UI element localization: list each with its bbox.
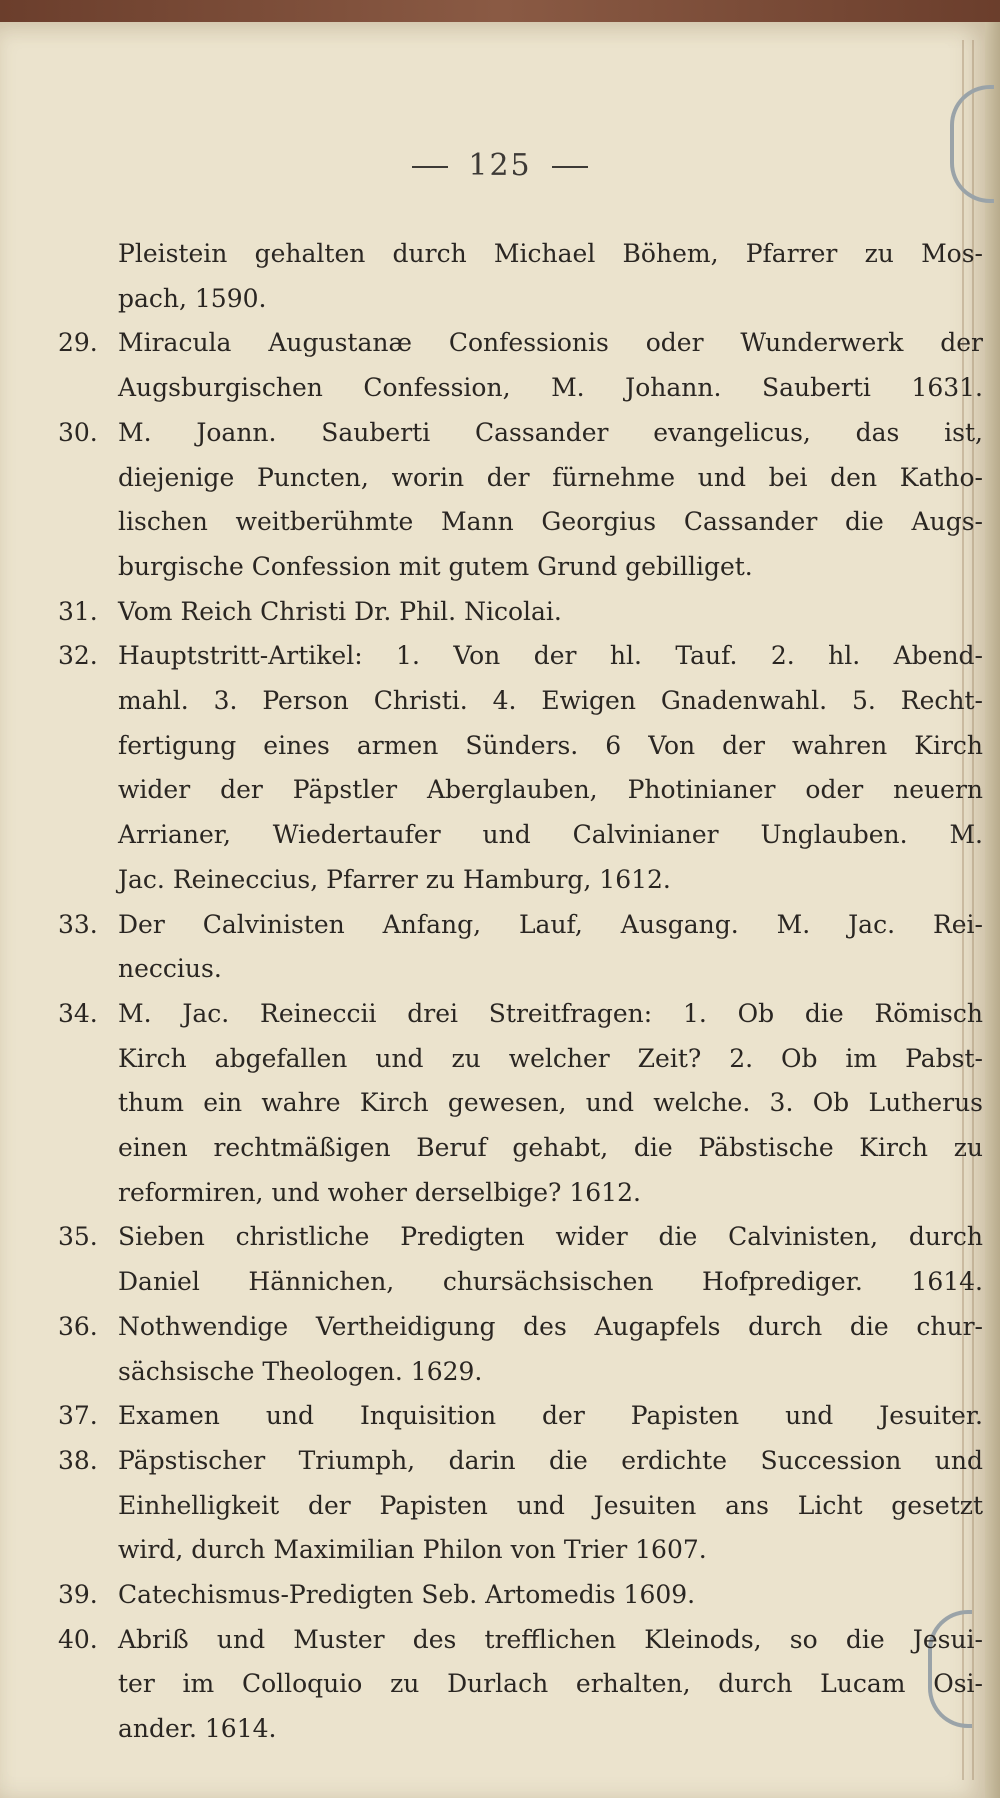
text-line <box>58 1126 983 1170</box>
text-line <box>58 232 983 276</box>
text-line <box>58 1215 983 1259</box>
line-text: ander. 1614. <box>118 1714 277 1744</box>
text-line <box>58 366 983 410</box>
text-line <box>58 411 983 455</box>
text-line <box>58 1260 983 1304</box>
entry-number: 31. <box>58 596 98 626</box>
entry-number: 37. <box>58 1401 98 1431</box>
text-line <box>58 1618 983 1662</box>
line-text: Hauptstritt-Artikel: 1. Von der hl. Tauf. 2. hl. Abend- <box>118 641 983 671</box>
text-line <box>58 1528 983 1572</box>
line-text: Der Calvinisten Anfang, Lauf, Ausgang. M. Jac. Rei- <box>118 909 983 939</box>
line-text: wider der Päpstler Aberglauben, Photinianer oder neuern <box>118 775 983 805</box>
text-line <box>58 1484 983 1528</box>
line-text: Pleistein gehalten durch Michael Böhem, Pfarrer zu Mos- <box>118 239 983 268</box>
line-text: reformiren, und woher derselbige? 1612. <box>118 1177 641 1207</box>
line-text: Einhelligkeit der Papisten und Jesuiten ans Licht gesetzt <box>118 1490 983 1520</box>
text-line <box>58 947 983 991</box>
line-text: pach, 1590. <box>118 283 267 313</box>
line-text: Augsburgischen Confession, M. Johann. Sauberti 1631. <box>118 373 983 403</box>
line-text: lischen weitberühmte Mann Georgius Cassander die Augs- <box>118 507 983 537</box>
line-text: Nothwendige Vertheidigung des Augapfels durch die chur- <box>118 1311 983 1341</box>
line-text: Vom Reich Christi Dr. Phil. Nicolai. <box>118 596 562 626</box>
text-line <box>58 1394 983 1438</box>
entry-number: 29. <box>58 328 98 358</box>
line-text: fertigung eines armen Sünders. 6 Von der wahren Kirch <box>118 730 983 760</box>
line-text: wird, durch Maximilian Philon von Trier 1607. <box>118 1535 707 1565</box>
line-text: diejenige Puncten, worin der fürnehme und bei den Katho- <box>118 462 983 492</box>
text-line <box>58 992 983 1036</box>
text-line <box>58 1573 983 1617</box>
text-line <box>58 724 983 768</box>
line-text: Kirch abgefallen und zu welcher Zeit? 2. Ob im Pabst- <box>118 1043 983 1073</box>
line-text: M. Joann. Sauberti Cassander evangelicus, das ist, <box>118 417 983 447</box>
text-line <box>58 858 983 902</box>
line-text: thum ein wahre Kirch gewesen, und welche. 3. Ob Lutherus <box>118 1088 983 1118</box>
line-text: M. Jac. Reineccii drei Streitfragen: 1. Ob die Römisch <box>118 998 983 1028</box>
text-line <box>58 634 983 678</box>
text-line <box>58 1350 983 1394</box>
line-text: neccius. <box>118 954 222 984</box>
line-text: Abriß und Muster des trefflichen Kleinods, so die Jesui- <box>118 1624 983 1654</box>
line-text: Päpstischer Triumph, darin die erdichte Succession und <box>118 1445 983 1475</box>
text-line <box>58 1037 983 1081</box>
text-line <box>58 1081 983 1125</box>
line-text: Daniel Hännichen, chursächsischen Hofprediger. 1614. <box>118 1267 983 1297</box>
line-text: Arrianer, Wiedertaufer und Calvinianer Unglauben. M. <box>118 820 983 850</box>
text-line <box>58 1662 983 1706</box>
text-line <box>58 679 983 723</box>
entry-number: 32. <box>58 641 98 671</box>
text-line <box>58 1305 983 1349</box>
line-text: Examen und Inquisition der Papisten und Jesuiter. <box>118 1401 983 1431</box>
text-line <box>58 456 983 500</box>
text-line <box>58 590 983 634</box>
entry-number: 40. <box>58 1624 98 1654</box>
text-line <box>58 1171 983 1215</box>
line-text: Sieben christliche Predigten wider die Calvinisten, durch <box>118 1222 983 1252</box>
text-line <box>58 500 983 544</box>
entry-number: 33. <box>58 909 98 939</box>
text-line <box>58 321 983 365</box>
text-line <box>58 545 983 589</box>
page-number: 125 <box>468 148 532 183</box>
line-text: ter im Colloquio zu Durlach erhalten, durch Lucam Osi- <box>118 1669 983 1699</box>
line-text: einen rechtmäßigen Beruf gehabt, die Päbstische Kirch zu <box>118 1133 983 1162</box>
entry-number: 38. <box>58 1445 98 1475</box>
entry-number: 39. <box>58 1580 98 1609</box>
entry-number: 30. <box>58 417 98 447</box>
line-text: Miracula Augustanæ Confessionis oder Wunderwerk der <box>118 328 983 358</box>
line-text: burgische Confession mit gutem Grund gebilliget. <box>118 551 753 581</box>
line-text: Catechismus-Predigten Seb. Artomedis 1609. <box>118 1580 696 1609</box>
text-line <box>58 1707 983 1751</box>
text-line <box>58 277 983 321</box>
entry-number: 34. <box>58 998 98 1028</box>
text-line <box>58 813 983 857</box>
line-text: Jac. Reineccius, Pfarrer zu Hamburg, 1612. <box>118 864 671 894</box>
line-text: sächsische Theologen. 1629. <box>118 1356 483 1386</box>
text-line <box>58 1439 983 1483</box>
text-line <box>58 768 983 812</box>
entry-number: 36. <box>58 1311 98 1341</box>
text-line <box>58 903 983 947</box>
entry-number: 35. <box>58 1222 98 1252</box>
line-text: mahl. 3. Person Christi. 4. Ewigen Gnadenwahl. 5. Recht- <box>118 686 983 715</box>
